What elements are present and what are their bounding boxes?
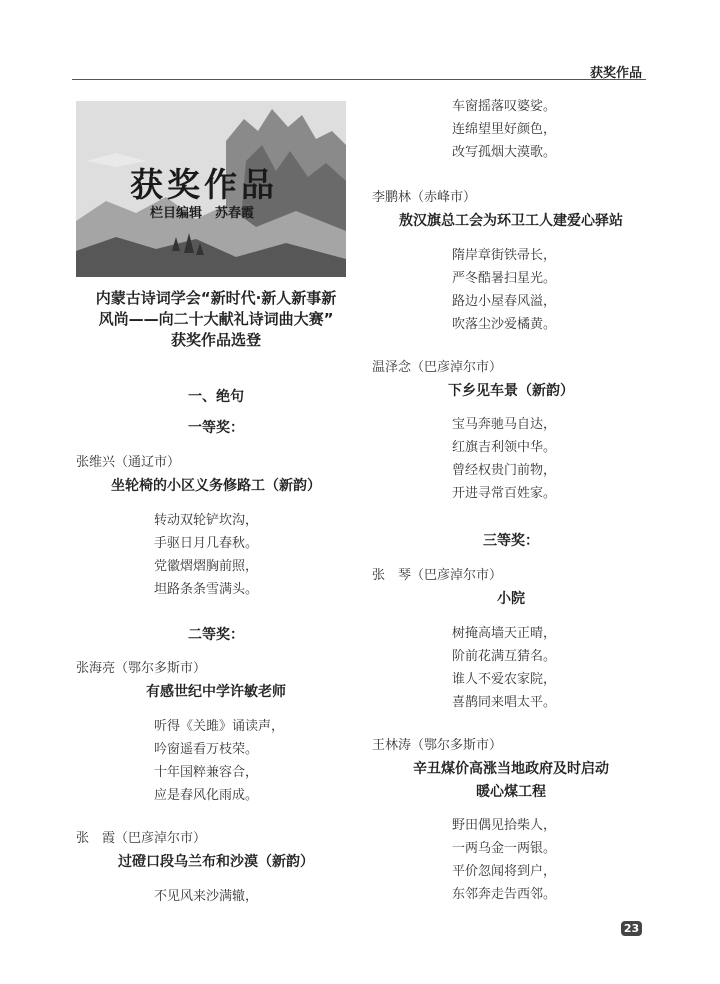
verse-line: 野田偶见拾柴人， <box>452 818 557 833</box>
poem-title: 下乡见车景（新韵） <box>448 383 574 399</box>
poem-title: 过磴口段乌兰布和沙漠（新韵） <box>118 854 314 870</box>
verse-line: 平价忽闻将到户， <box>452 864 557 879</box>
poem-verse-continued <box>452 95 556 164</box>
poem-title <box>370 758 652 804</box>
verse-line: 听得《关雎》诵读声， <box>154 719 285 734</box>
poem-verse <box>452 814 556 906</box>
poem-verse <box>452 413 556 505</box>
verse-line: 开进寻常百姓家。 <box>452 486 557 501</box>
verse-line: 吟窗遥看万枝荣。 <box>154 742 259 757</box>
verse-line: 不见风来沙满辙， <box>154 889 259 904</box>
poem-verse <box>452 244 556 336</box>
poem-title: 有感世纪中学许敏老师 <box>146 684 286 700</box>
contest-title-line: 获奖作品选登 <box>170 331 261 349</box>
poem-author: 张海亮（鄂尔多斯市） <box>76 661 207 676</box>
contest-title-line: 风尚——向二十大献礼诗词曲大赛” <box>98 310 334 328</box>
poem-title-line: 暖心煤工程 <box>476 784 546 800</box>
column-editor: 栏目编辑 苏春霞 <box>150 206 255 221</box>
verse-line: 连绵望里好颜色， <box>452 122 557 137</box>
verse-line: 手驱日月几春秋。 <box>154 536 259 551</box>
banner-title: 获奖作品 <box>130 165 278 204</box>
header-divider <box>72 79 646 80</box>
poem-title: 坐轮椅的小区义务修路工（新韵） <box>111 478 321 494</box>
prize-heading: 三等奖： <box>483 533 539 549</box>
verse-line: 党徽熠熠胸前照， <box>154 559 259 574</box>
verse-line: 吹落尘沙爱橘黄。 <box>452 317 557 332</box>
verse-line: 隋岸章街铁帚长， <box>452 248 557 263</box>
verse-line: 路边小屋春风溢， <box>452 294 557 309</box>
verse-line: 谁人不爱农家院， <box>452 672 557 687</box>
poem-author: 张 霞（巴彦淖尔市） <box>76 831 207 846</box>
verse-line: 曾经权贵门前物， <box>452 463 557 478</box>
section-header-label: 获奖作品 <box>589 66 642 81</box>
poem-author: 温泽念（巴彦淖尔市） <box>372 360 503 375</box>
poem-verse <box>452 622 556 714</box>
poem-verse <box>154 509 258 601</box>
prize-heading: 一等奖： <box>188 420 244 436</box>
poem-author: 张 琴（巴彦淖尔市） <box>372 568 503 583</box>
verse-line: 树掩高墙天正晴， <box>452 626 557 641</box>
prize-heading: 二等奖： <box>188 627 244 643</box>
verse-line: 应是春风化雨成。 <box>154 788 259 803</box>
verse-line: 喜鹊同来唱太平。 <box>452 695 557 710</box>
poem-verse <box>154 885 258 908</box>
poem-author: 李鹏林（赤峰市） <box>372 190 477 205</box>
verse-line: 十年国粹兼容合， <box>154 765 259 780</box>
verse-line: 车窗摇落叹婆娑。 <box>452 99 557 114</box>
column-banner-image <box>76 101 346 277</box>
verse-line: 阶前花满互猜名。 <box>452 649 557 664</box>
poem-title-line: 辛丑煤价高涨当地政府及时启动 <box>413 761 609 777</box>
section-heading: 一、绝句 <box>188 389 244 405</box>
verse-line: 转动双轮铲坎沟， <box>154 513 259 528</box>
poem-verse <box>154 715 284 807</box>
poem-author: 王林涛（鄂尔多斯市） <box>372 738 503 753</box>
verse-line: 宝马奔驰马自达， <box>452 417 557 432</box>
verse-line: 东邻奔走告西邻。 <box>452 887 557 902</box>
page-number-badge: 23 <box>621 921 642 936</box>
verse-line: 一两乌金一两银。 <box>452 841 557 856</box>
verse-line: 严冬酷暑扫星光。 <box>452 271 557 286</box>
poem-author: 张维兴（通辽市） <box>76 455 181 470</box>
contest-title-line: 内蒙古诗词学会“新时代·新人新事新 <box>95 289 337 307</box>
contest-title <box>76 288 356 351</box>
verse-line: 红旗吉利领中华。 <box>452 440 557 455</box>
verse-line: 改写孤烟大漠歌。 <box>452 145 557 160</box>
poem-title: 敖汉旗总工会为环卫工人建爱心驿站 <box>399 213 623 229</box>
verse-line: 坦路条条雪满头。 <box>154 582 259 597</box>
poem-title: 小院 <box>497 591 525 607</box>
